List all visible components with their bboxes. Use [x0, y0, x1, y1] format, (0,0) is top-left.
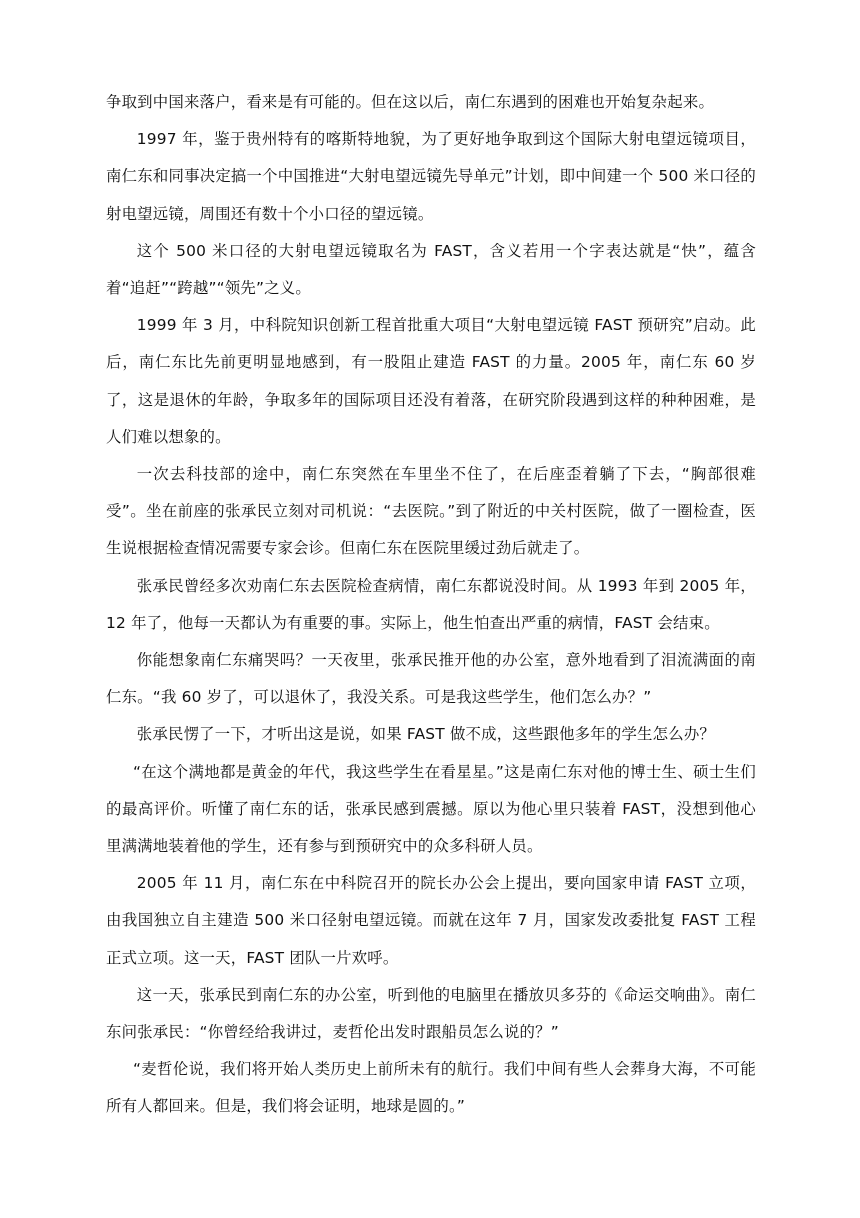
paragraph: 争取到中国来落户，看来是有可能的。但在这以后，南仁东遇到的困难也开始复杂起来。 — [106, 93, 715, 111]
paragraph: 你能想象南仁东痛哭吗？一天夜里，张承民推开他的办公室，意外地看到了泪流满面的南仁东。“我 60 岁了，可以退休了，我没关系。可是我这些学生，他们怎么办？” — [106, 651, 756, 707]
paragraph: “在这个满地都是黄金的年代，我这些学生在看星星。”这是南仁东对他的博士生、硕士生们的最高评价。听懂了南仁东的话，张承民感到震撼。原以为他心里只装着 FAST，没想到他心里满满地装着他的学生，还有参与到预研究中的众多科研人员。 — [106, 762, 756, 856]
paragraph: 一次去科技部的途中，南仁东突然在车里坐不住了，在后座歪着躺了下去，“胸部很难受”。坐在前座的张承民立刻对司机说：“去医院。”到了附近的中关村医院，做了一圈检查，医生说根据检查情况需要专家会诊。但南仁东在医院里缓过劲后就走了。 — [106, 465, 756, 558]
paragraph: 张承民愣了一下，才听出这是说，如果 FAST 做不成，这些跟他多年的学生怎么办？ — [136, 725, 716, 744]
paragraph: “麦哲伦说，我们将开始人类历史上前所未有的航行。我们中间有些人会葬身大海，不可能所有人都回来。但是，我们将会证明，地球是圆的。” — [106, 1060, 756, 1116]
paragraph: 1997 年，鉴于贵州特有的喀斯特地貌，为了更好地争取到这个国际大射电望远镜项目，南仁东和同事决定搞一个中国推进“大射电望远镜先导单元”计划，即中间建一个 500 米口径的射电望远镜，周围还有数十个小口径的望远镜。 — [106, 130, 756, 223]
paragraph: 2005 年 11 月，南仁东在中科院召开的院长办公会上提出，要向国家申请 FAST 立项，由我国独立自主建造 500 米口径射电望远镜。而就在这年 7 月，国家发改委批复 FAST 工程正式立项。这一天，FAST 团队一片欢呼。 — [106, 874, 756, 967]
paragraph: 这一天，张承民到南仁东的办公室，听到他的电脑里在播放贝多芬的《命运交响曲》。南仁东问张承民：“你曾经给我讲过，麦哲伦出发时跟船员怎么说的？” — [106, 985, 756, 1042]
paragraph: 这个 500 米口径的大射电望远镜取名为 FAST，含义若用一个字表达就是“快”，蕴含着“追赶”“跨越”“领先”之义。 — [106, 241, 756, 298]
document-body — [106, 84, 756, 1126]
paragraph: 张承民曾经多次劝南仁东去医院检查病情，南仁东都说没时间。从 1993 年到 2005 年，12 年了，他每一天都认为有重要的事。实际上，他生怕查出严重的病情，FAST 会结束。 — [106, 576, 756, 632]
paragraph: 1999 年 3 月，中科院知识创新工程首批重大项目“大射电望远镜 FAST 预研究”启动。此后，南仁东比先前更明显地感到，有一股阻止建造 FAST 的力量。2005 年，南仁东 60 岁了，这是退休的年龄，争取多年的国际项目还没有着落，在研究阶段遇到这样的种种困难，是人们难以想象的。 — [106, 316, 756, 446]
